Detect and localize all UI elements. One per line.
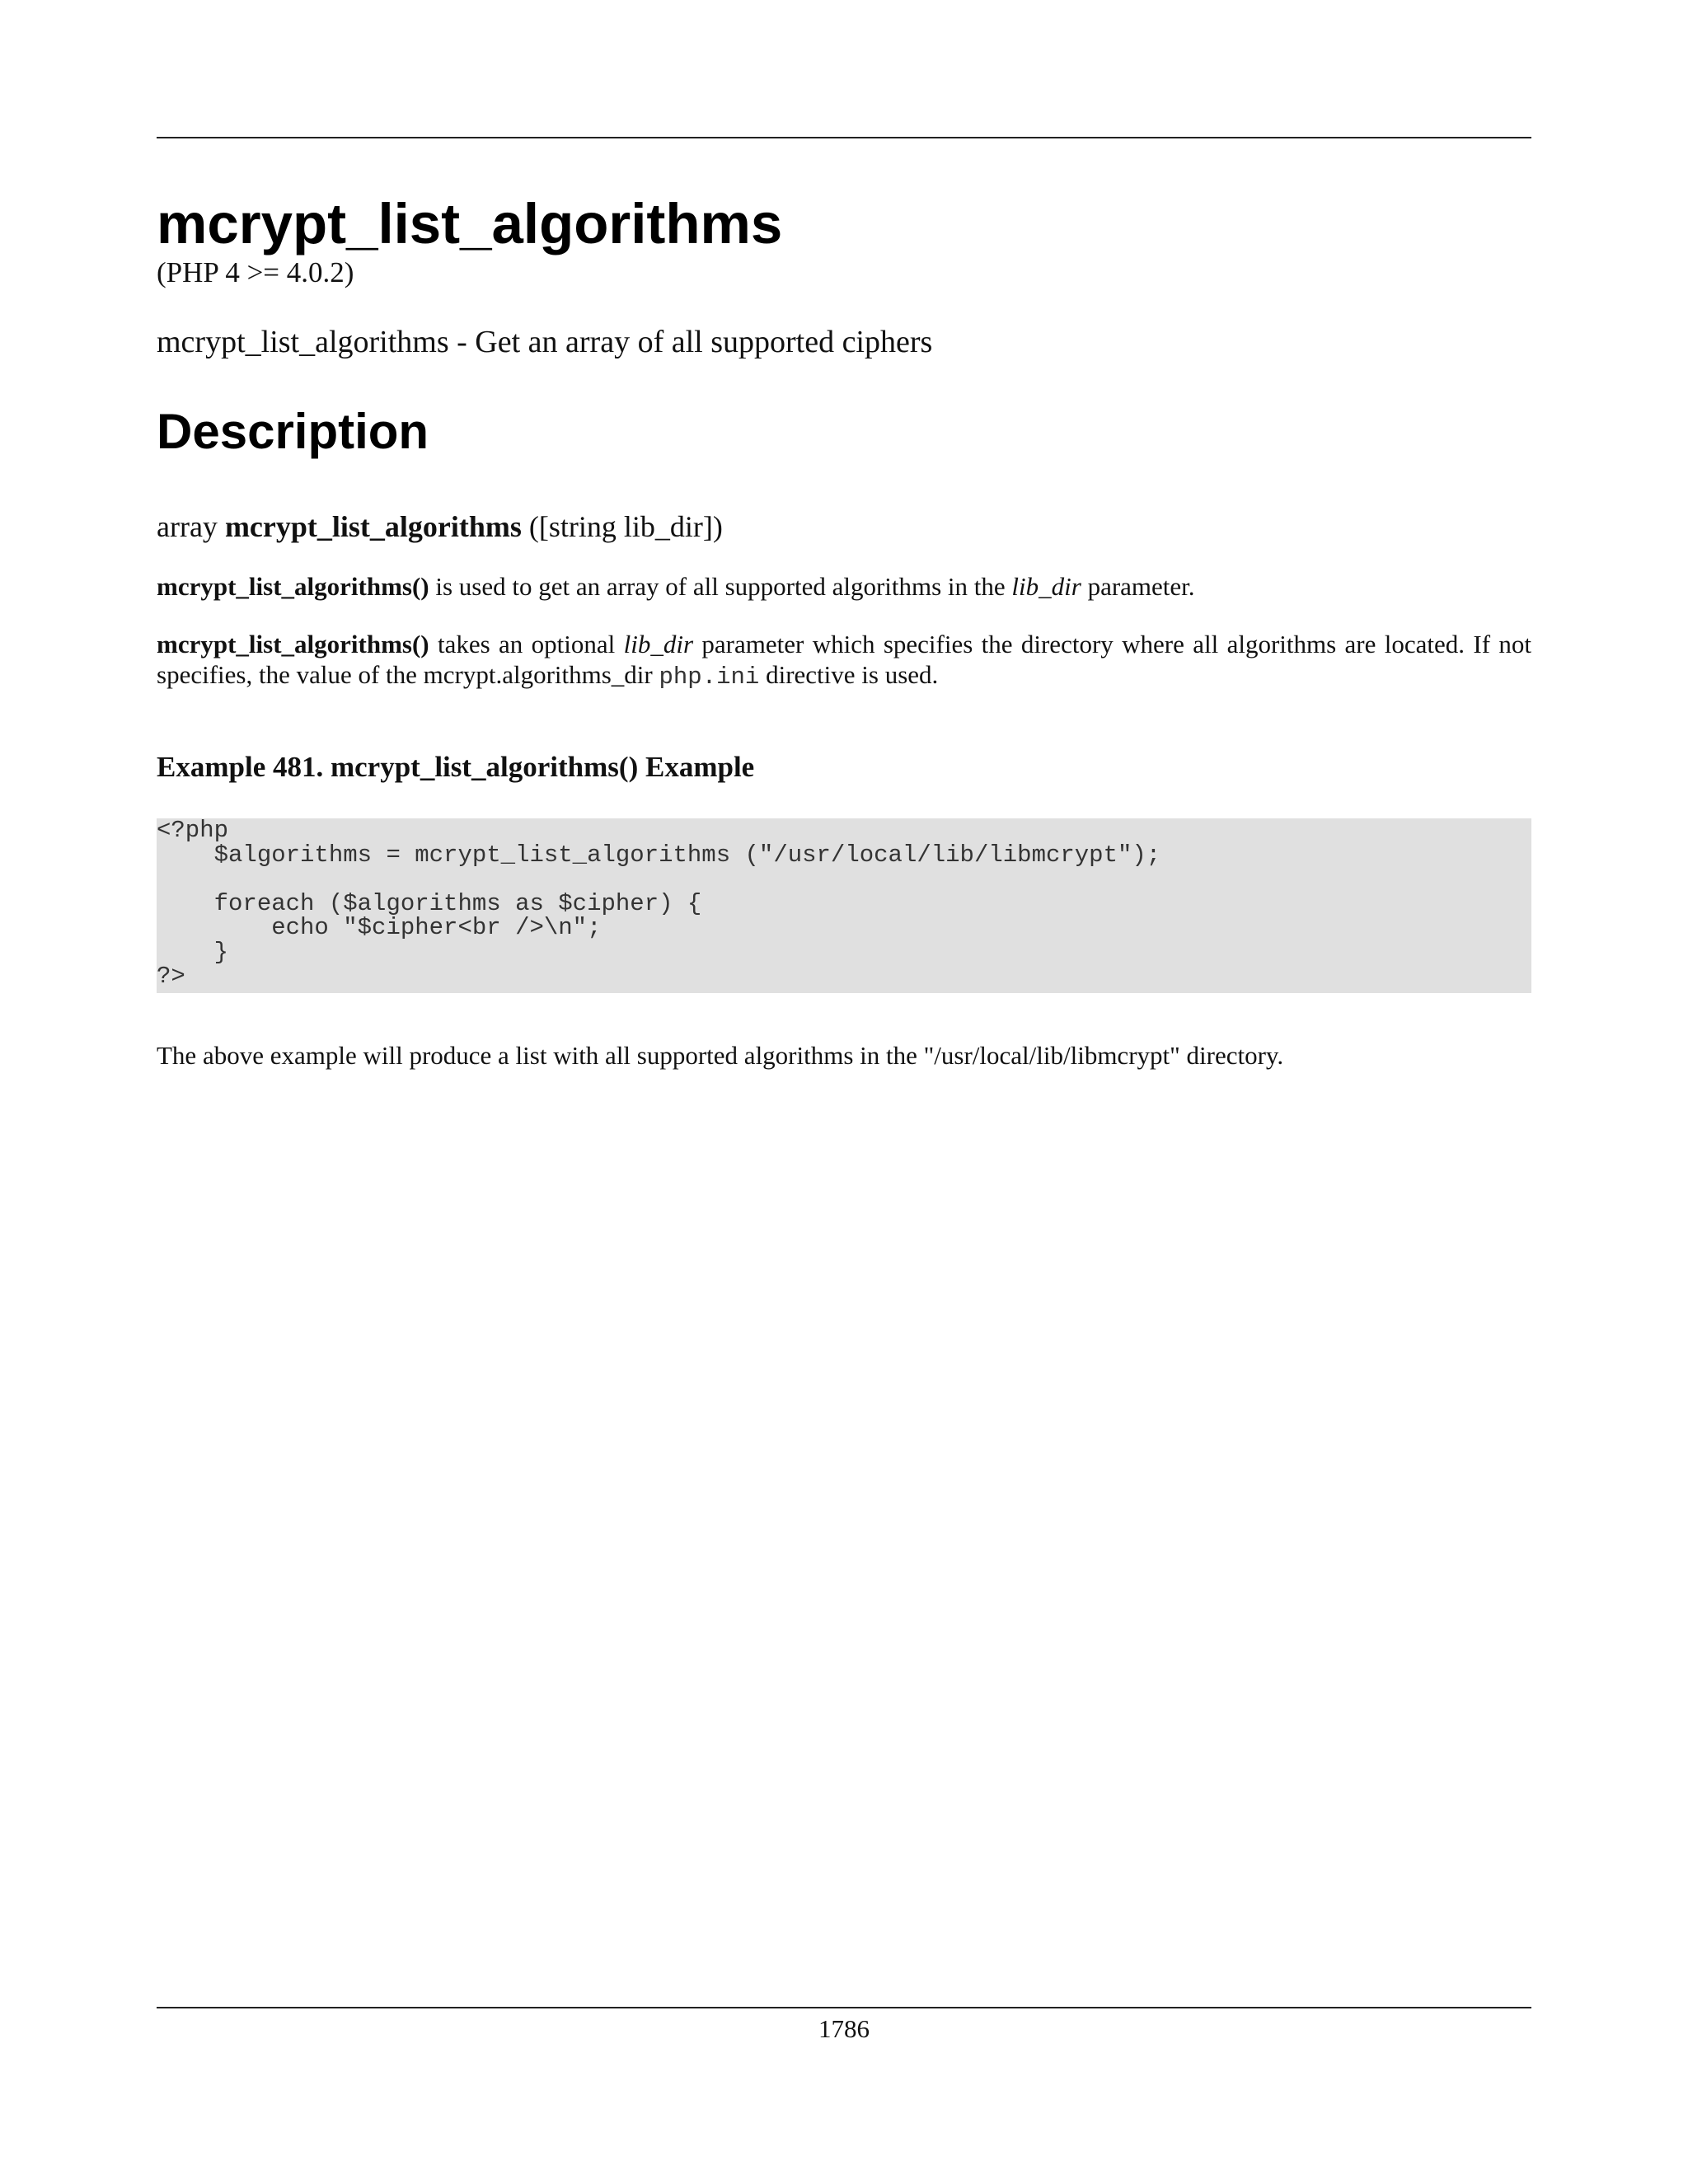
paragraph-text: parameter which specifies the directory where all algorithms are located. If not specifies, the value of the mcrypt.algorithms_dir — [157, 630, 1531, 689]
synopsis-params: ([string lib_dir]) — [528, 510, 723, 543]
description-heading: Description — [157, 404, 429, 459]
example-title: Example 481. mcrypt_list_algorithms() Example — [157, 751, 755, 783]
footer-rule — [157, 2007, 1531, 2008]
synopsis-return-type: array — [157, 510, 218, 543]
paragraph-text: parameter. — [1081, 572, 1195, 601]
inline-code-php-ini: php.ini — [659, 663, 760, 691]
document-page — [157, 0, 1531, 2184]
paragraph-text: is used to get an array of all supported algorithms in the — [429, 572, 1012, 601]
function-title: mcrypt_list_algorithms — [157, 192, 783, 255]
version-info: (PHP 4 >= 4.0.2) — [157, 256, 354, 288]
paragraph-text: directive is used. — [759, 660, 939, 689]
parameter-reference: lib_dir — [1011, 572, 1081, 601]
example-code-block: <?php $algorithms = mcrypt_list_algorithms ("/usr/local/lib/libmcrypt"); foreach ($algorithms as $cipher) { echo "$cipher<br />\n"; } ?> — [157, 818, 1531, 993]
parameter-reference: lib_dir — [623, 630, 694, 658]
paragraph-usage — [157, 571, 1531, 602]
paragraph-text: takes an optional — [429, 630, 624, 658]
paragraph-example-output: The above example will produce a list with all supported algorithms in the "/usr/local/lib/libmcrypt" directory. — [157, 1041, 1284, 1070]
page-number: 1786 — [818, 2014, 870, 2043]
paragraph-lib-dir — [157, 629, 1531, 692]
function-synopsis — [157, 509, 723, 545]
function-reference: mcrypt_list_algorithms() — [157, 630, 429, 658]
header-rule — [157, 137, 1531, 138]
function-reference: mcrypt_list_algorithms() — [157, 572, 429, 601]
synopsis-function-name: mcrypt_list_algorithms — [224, 510, 522, 543]
function-purpose: mcrypt_list_algorithms - Get an array of all supported ciphers — [157, 325, 933, 359]
